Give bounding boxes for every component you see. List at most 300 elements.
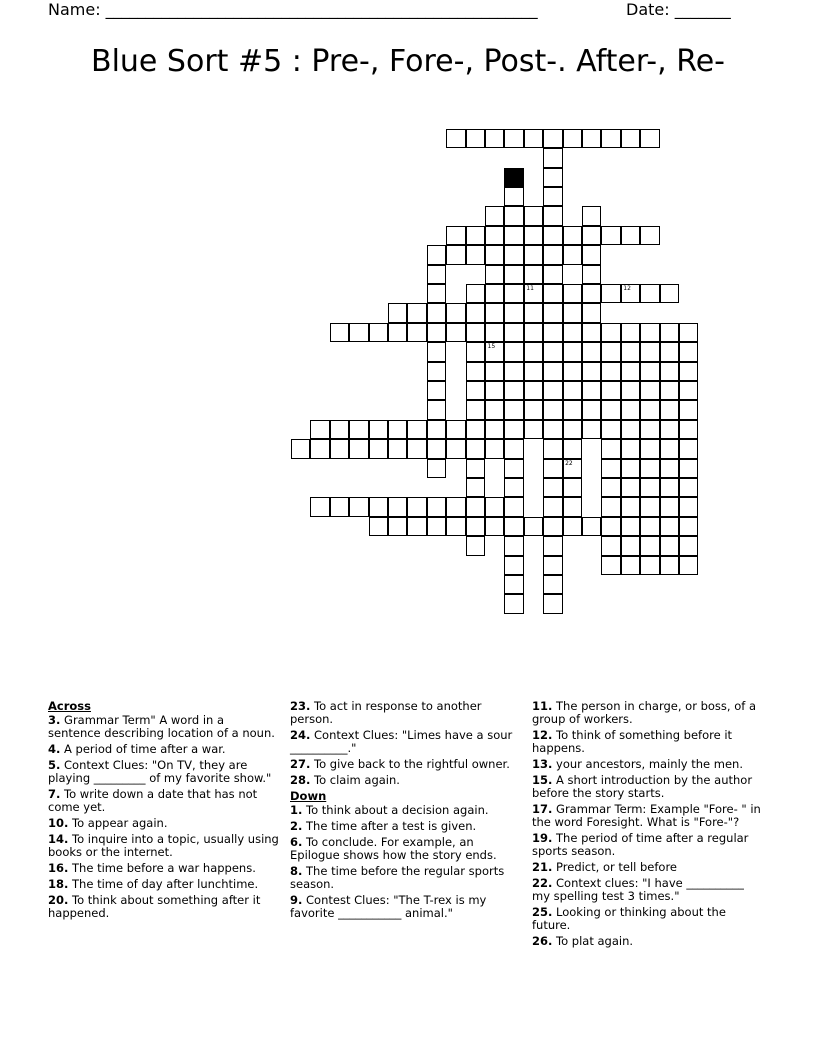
crossword-cell[interactable] xyxy=(543,575,562,594)
crossword-cell[interactable] xyxy=(369,439,388,458)
crossword-cell[interactable] xyxy=(349,497,368,516)
crossword-cell[interactable] xyxy=(563,303,582,322)
crossword-cell[interactable] xyxy=(563,245,582,264)
crossword-cell[interactable] xyxy=(466,400,485,419)
clues-column-3 xyxy=(532,700,764,951)
crossword-cell[interactable] xyxy=(679,517,698,536)
crossword-cell[interactable] xyxy=(524,265,543,284)
crossword-cell[interactable] xyxy=(660,459,679,478)
crossword-cell[interactable] xyxy=(563,439,582,458)
crossword-cell[interactable] xyxy=(679,400,698,419)
crossword-cell[interactable] xyxy=(679,459,698,478)
crossword-cell[interactable] xyxy=(543,556,562,575)
clue-text: A period of time after a war. xyxy=(60,742,226,756)
page-title: Blue Sort #5 : Pre-, Fore-, Post-. After-, Re- xyxy=(91,44,725,79)
crossword-cell[interactable] xyxy=(543,129,562,148)
crossword-cell[interactable] xyxy=(330,439,349,458)
crossword-cell[interactable] xyxy=(582,517,601,536)
crossword-cell[interactable] xyxy=(524,400,543,419)
crossword-cell[interactable] xyxy=(601,342,620,361)
crossword-cell[interactable] xyxy=(349,439,368,458)
crossword-cell[interactable] xyxy=(446,420,465,439)
crossword-cell[interactable] xyxy=(466,226,485,245)
clue-item xyxy=(290,804,522,817)
crossword-cell[interactable] xyxy=(543,497,562,516)
clue-text: To think about a decision again. xyxy=(302,803,489,817)
crossword-cell[interactable] xyxy=(504,517,523,536)
crossword-cell[interactable] xyxy=(543,245,562,264)
crossword-cell[interactable] xyxy=(524,342,543,361)
crossword-cell[interactable] xyxy=(504,594,523,613)
crossword-cell[interactable] xyxy=(504,284,523,303)
clue-number: 15 xyxy=(487,343,496,351)
crossword-cell[interactable] xyxy=(640,342,659,361)
clue-item xyxy=(48,878,280,891)
crossword-cell[interactable] xyxy=(601,129,620,148)
crossword-cell[interactable] xyxy=(660,439,679,458)
crossword-cell[interactable] xyxy=(621,459,640,478)
crossword-cell[interactable] xyxy=(388,323,407,342)
crossword-cell[interactable] xyxy=(679,362,698,381)
crossword-cell[interactable] xyxy=(543,536,562,555)
crossword-cell[interactable] xyxy=(504,381,523,400)
crossword-cell[interactable] xyxy=(601,517,620,536)
clue-number-label: 17. xyxy=(532,802,553,816)
crossword-cell[interactable] xyxy=(543,226,562,245)
crossword-cell[interactable] xyxy=(543,284,562,303)
crossword-cell[interactable] xyxy=(427,303,446,322)
clue-number-label: 8. xyxy=(290,864,303,878)
crossword-cell[interactable] xyxy=(621,129,640,148)
crossword-cell[interactable] xyxy=(621,556,640,575)
crossword-cell[interactable] xyxy=(330,497,349,516)
crossword-cell[interactable] xyxy=(543,342,562,361)
crossword-cell[interactable] xyxy=(582,265,601,284)
clue-item xyxy=(48,788,280,814)
crossword-cell[interactable] xyxy=(621,284,640,303)
crossword-cell[interactable] xyxy=(369,517,388,536)
crossword-cell[interactable] xyxy=(427,362,446,381)
clue-item xyxy=(290,729,522,755)
crossword-cell[interactable] xyxy=(543,323,562,342)
crossword-cell[interactable] xyxy=(563,362,582,381)
crossword-cell[interactable] xyxy=(427,497,446,516)
crossword-cell[interactable] xyxy=(601,459,620,478)
crossword-cell[interactable] xyxy=(660,323,679,342)
crossword-cell[interactable] xyxy=(660,381,679,400)
crossword-cell[interactable] xyxy=(582,400,601,419)
crossword-cell[interactable] xyxy=(679,536,698,555)
crossword-cell[interactable] xyxy=(466,420,485,439)
crossword-cell[interactable] xyxy=(543,206,562,225)
crossword-cell[interactable] xyxy=(310,420,329,439)
crossword-cell[interactable] xyxy=(485,303,504,322)
crossword-cell[interactable] xyxy=(543,187,562,206)
crossword-cell[interactable] xyxy=(601,400,620,419)
crossword-cell[interactable] xyxy=(485,381,504,400)
crossword-cell[interactable] xyxy=(621,536,640,555)
clue-text: The time before the regular sports season. xyxy=(290,864,505,891)
crossword-cell[interactable] xyxy=(543,400,562,419)
crossword-cell[interactable] xyxy=(524,284,543,303)
crossword-cell[interactable] xyxy=(485,517,504,536)
crossword-cell[interactable] xyxy=(407,420,426,439)
crossword-cell[interactable] xyxy=(466,381,485,400)
crossword-cell[interactable] xyxy=(524,362,543,381)
crossword-cell[interactable] xyxy=(427,245,446,264)
crossword-cell[interactable] xyxy=(660,284,679,303)
clue-item xyxy=(48,817,280,830)
crossword-cell[interactable] xyxy=(485,497,504,516)
crossword-cell[interactable] xyxy=(601,362,620,381)
crossword-cell[interactable] xyxy=(563,420,582,439)
crossword-cell[interactable] xyxy=(621,226,640,245)
clue-number-label: 13. xyxy=(532,757,553,771)
crossword-cell[interactable] xyxy=(310,439,329,458)
crossword-cell[interactable] xyxy=(543,265,562,284)
clue-text: Looking or thinking about the future. xyxy=(532,905,726,932)
crossword-cell[interactable] xyxy=(504,342,523,361)
date-field[interactable]: Date: _______ xyxy=(626,0,731,19)
crossword-cell[interactable] xyxy=(640,497,659,516)
crossword-cell[interactable] xyxy=(446,129,465,148)
crossword-cell[interactable] xyxy=(427,323,446,342)
crossword-cell[interactable] xyxy=(427,459,446,478)
crossword-cell[interactable] xyxy=(543,303,562,322)
crossword-cell[interactable] xyxy=(504,206,523,225)
crossword-cell[interactable] xyxy=(582,420,601,439)
crossword-cell[interactable] xyxy=(601,381,620,400)
crossword-cell[interactable] xyxy=(485,439,504,458)
crossword-cell[interactable] xyxy=(466,517,485,536)
crossword-cell[interactable] xyxy=(369,323,388,342)
crossword-cell[interactable] xyxy=(563,284,582,303)
clue-text: Context Clues: "Limes have a sour __________." xyxy=(290,728,513,755)
crossword-cell[interactable] xyxy=(640,226,659,245)
crossword-cell[interactable] xyxy=(466,323,485,342)
crossword-cell[interactable] xyxy=(446,517,465,536)
crossword-cell[interactable] xyxy=(524,129,543,148)
crossword-cell[interactable] xyxy=(640,362,659,381)
crossword-cell[interactable] xyxy=(582,342,601,361)
crossword-cell[interactable] xyxy=(582,362,601,381)
crossword-cell[interactable] xyxy=(446,303,465,322)
clue-number-label: 12. xyxy=(532,728,553,742)
crossword-cell[interactable] xyxy=(621,381,640,400)
crossword-cell[interactable] xyxy=(485,323,504,342)
crossword-cell[interactable] xyxy=(640,381,659,400)
crossword-cell[interactable] xyxy=(640,439,659,458)
crossword-cell[interactable] xyxy=(660,556,679,575)
clue-text: To conclude. For example, an Epilogue shows how the story ends. xyxy=(290,835,497,862)
clue-text: The time before a war happens. xyxy=(68,861,256,875)
crossword-cell[interactable] xyxy=(485,362,504,381)
crossword-cell[interactable] xyxy=(543,168,562,187)
crossword-cell[interactable] xyxy=(621,497,640,516)
crossword-cell[interactable] xyxy=(388,439,407,458)
clue-item xyxy=(290,836,522,862)
clue-number-label: 19. xyxy=(532,831,553,845)
crossword-cell[interactable] xyxy=(601,420,620,439)
crossword-cell[interactable] xyxy=(582,323,601,342)
clue-text: To think about something after it happened. xyxy=(48,893,261,920)
crossword-cell[interactable] xyxy=(660,400,679,419)
crossword-cell[interactable] xyxy=(660,362,679,381)
crossword-cell[interactable] xyxy=(485,206,504,225)
crossword-cell[interactable] xyxy=(466,342,485,361)
crossword-cell[interactable] xyxy=(427,284,446,303)
crossword-cell[interactable] xyxy=(679,342,698,361)
clue-text: The time of day after lunchtime. xyxy=(68,877,259,891)
clue-number-label: 5. xyxy=(48,758,61,772)
crossword-cell[interactable] xyxy=(446,439,465,458)
crossword-cell[interactable] xyxy=(388,303,407,322)
crossword-cell[interactable] xyxy=(679,420,698,439)
crossword-cell[interactable] xyxy=(427,439,446,458)
crossword-cell[interactable] xyxy=(466,478,485,497)
crossword-cell[interactable] xyxy=(543,420,562,439)
crossword-cell[interactable] xyxy=(660,478,679,497)
crossword-cell[interactable] xyxy=(621,400,640,419)
crossword-cell[interactable] xyxy=(601,478,620,497)
crossword-cell[interactable] xyxy=(485,284,504,303)
crossword-cell[interactable] xyxy=(563,226,582,245)
crossword-cell[interactable] xyxy=(504,478,523,497)
crossword-cell[interactable] xyxy=(640,459,659,478)
crossword-cell[interactable] xyxy=(601,226,620,245)
clue-number: 22 xyxy=(565,459,573,467)
crossword-cell[interactable] xyxy=(660,517,679,536)
crossword-cell[interactable] xyxy=(640,129,659,148)
crossword-cell[interactable] xyxy=(466,497,485,516)
crossword-cell[interactable] xyxy=(369,420,388,439)
crossword-cell[interactable] xyxy=(660,420,679,439)
clue-number-label: 18. xyxy=(48,877,69,891)
clue-item xyxy=(532,803,764,829)
crossword-cell[interactable] xyxy=(679,381,698,400)
crossword-cell[interactable] xyxy=(504,420,523,439)
crossword-cell[interactable] xyxy=(563,400,582,419)
crossword-cell[interactable] xyxy=(504,575,523,594)
crossword-cell[interactable] xyxy=(601,439,620,458)
crossword-cell[interactable] xyxy=(543,517,562,536)
crossword-cell[interactable] xyxy=(524,517,543,536)
crossword-cell[interactable] xyxy=(563,459,582,478)
crossword-cell[interactable] xyxy=(349,323,368,342)
crossword-cell[interactable] xyxy=(388,420,407,439)
crossword-cell[interactable] xyxy=(563,323,582,342)
crossword-cell[interactable] xyxy=(640,400,659,419)
crossword-cell[interactable] xyxy=(640,517,659,536)
crossword-cell[interactable] xyxy=(504,439,523,458)
crossword-cell[interactable] xyxy=(621,420,640,439)
clue-number-label: 1. xyxy=(290,803,303,817)
clue-number-label: 24. xyxy=(290,728,311,742)
crossword-cell[interactable] xyxy=(640,284,659,303)
crossword-cell[interactable] xyxy=(466,439,485,458)
crossword-cell[interactable] xyxy=(504,400,523,419)
crossword-cell[interactable] xyxy=(466,129,485,148)
clue-number-label: 20. xyxy=(48,893,69,907)
crossword-cell[interactable] xyxy=(640,556,659,575)
crossword-cell[interactable] xyxy=(621,478,640,497)
crossword-cell[interactable] xyxy=(291,439,310,458)
crossword-cell[interactable] xyxy=(563,342,582,361)
crossword-cell[interactable] xyxy=(524,381,543,400)
crossword-cell[interactable] xyxy=(582,206,601,225)
crossword-cell[interactable] xyxy=(660,536,679,555)
crossword-cell[interactable] xyxy=(427,420,446,439)
crossword-cell[interactable] xyxy=(466,536,485,555)
crossword-cell[interactable] xyxy=(621,342,640,361)
crossword-cell[interactable] xyxy=(504,362,523,381)
crossword-cell[interactable] xyxy=(582,284,601,303)
crossword-cell[interactable] xyxy=(640,420,659,439)
crossword-cell[interactable] xyxy=(563,497,582,516)
crossword-cell[interactable] xyxy=(679,497,698,516)
crossword-cell[interactable] xyxy=(621,439,640,458)
crossword-cell[interactable] xyxy=(485,342,504,361)
crossword-cell[interactable] xyxy=(504,303,523,322)
crossword-cell[interactable] xyxy=(543,362,562,381)
crossword-cell[interactable] xyxy=(582,245,601,264)
crossword-cell[interactable] xyxy=(660,497,679,516)
crossword-cell[interactable] xyxy=(621,517,640,536)
crossword-cell[interactable] xyxy=(504,497,523,516)
clue-item xyxy=(48,743,280,756)
crossword-cell[interactable] xyxy=(427,517,446,536)
clue-item xyxy=(290,894,522,920)
clue-item xyxy=(532,861,764,874)
clue-item xyxy=(290,700,522,726)
crossword-cell[interactable] xyxy=(563,517,582,536)
crossword-cell[interactable] xyxy=(427,342,446,361)
crossword-cell[interactable] xyxy=(427,265,446,284)
crossword-cell[interactable] xyxy=(582,303,601,322)
crossword-cell[interactable] xyxy=(388,497,407,516)
clue-item xyxy=(532,758,764,771)
crossword-cell[interactable] xyxy=(543,381,562,400)
crossword-cell[interactable] xyxy=(485,129,504,148)
crossword-cell[interactable] xyxy=(427,381,446,400)
crossword-cell[interactable] xyxy=(349,420,368,439)
crossword-cell[interactable] xyxy=(524,420,543,439)
crossword-cell[interactable] xyxy=(485,226,504,245)
crossword-cell[interactable] xyxy=(543,478,562,497)
crossword-cell[interactable] xyxy=(640,478,659,497)
crossword-cell[interactable] xyxy=(601,556,620,575)
crossword-cell[interactable] xyxy=(582,129,601,148)
crossword-cell[interactable] xyxy=(563,478,582,497)
crossword-cell[interactable] xyxy=(601,497,620,516)
crossword-cell[interactable] xyxy=(466,284,485,303)
clue-item xyxy=(48,714,280,740)
crossword-cell[interactable] xyxy=(543,594,562,613)
crossword-cell[interactable] xyxy=(485,400,504,419)
crossword-cell[interactable] xyxy=(446,323,465,342)
crossword-cell[interactable] xyxy=(485,420,504,439)
crossword-cell[interactable] xyxy=(446,226,465,245)
crossword-cell[interactable] xyxy=(369,497,388,516)
crossword-cell[interactable] xyxy=(679,556,698,575)
crossword-cell[interactable] xyxy=(679,439,698,458)
crossword-cell[interactable] xyxy=(543,439,562,458)
across-clue-list-continued xyxy=(290,700,522,787)
crossword-cell[interactable] xyxy=(504,245,523,264)
crossword-cell[interactable] xyxy=(601,536,620,555)
crossword-cell[interactable] xyxy=(504,556,523,575)
crossword-cell[interactable] xyxy=(330,323,349,342)
crossword-cell[interactable] xyxy=(582,381,601,400)
crossword-cell[interactable] xyxy=(543,148,562,167)
crossword-cell[interactable] xyxy=(524,323,543,342)
crossword-cell[interactable] xyxy=(466,303,485,322)
crossword-cell[interactable] xyxy=(330,420,349,439)
crossword-cell[interactable] xyxy=(407,439,426,458)
crossword-cell[interactable] xyxy=(504,187,523,206)
crossword-cell[interactable] xyxy=(504,265,523,284)
crossword-cell[interactable] xyxy=(640,536,659,555)
crossword-cell[interactable] xyxy=(446,497,465,516)
clue-number-label: 27. xyxy=(290,757,311,771)
crossword-cell[interactable] xyxy=(660,342,679,361)
crossword-cell[interactable] xyxy=(504,323,523,342)
crossword-cell[interactable] xyxy=(427,400,446,419)
crossword-cell[interactable] xyxy=(601,284,620,303)
clue-item xyxy=(290,865,522,891)
crossword-cell[interactable] xyxy=(446,245,465,264)
crossword-cell[interactable] xyxy=(601,323,620,342)
crossword-cell[interactable] xyxy=(582,226,601,245)
clue-text: Context Clues: "On TV, they are playing _________ of my favorite show." xyxy=(48,758,272,785)
crossword-cell[interactable] xyxy=(563,129,582,148)
crossword-cell[interactable] xyxy=(407,303,426,322)
clue-number-label: 21. xyxy=(532,860,553,874)
crossword-cell[interactable] xyxy=(524,206,543,225)
crossword-cell[interactable] xyxy=(524,303,543,322)
crossword-cell[interactable] xyxy=(563,381,582,400)
clue-text: The time after a test is given. xyxy=(302,819,477,833)
crossword-cell[interactable] xyxy=(504,226,523,245)
clue-number-label: 23. xyxy=(290,699,311,713)
crossword-cell[interactable] xyxy=(466,245,485,264)
crossword-cell[interactable] xyxy=(466,362,485,381)
crossword-cell[interactable] xyxy=(679,323,698,342)
clue-text: To claim again. xyxy=(310,773,400,787)
crossword-cell[interactable] xyxy=(466,459,485,478)
crossword-cell[interactable] xyxy=(621,362,640,381)
crossword-cell[interactable] xyxy=(485,245,504,264)
crossword-cell[interactable] xyxy=(679,478,698,497)
crossword-cell[interactable] xyxy=(504,536,523,555)
crossword-cell[interactable] xyxy=(621,323,640,342)
clue-number-label: 16. xyxy=(48,861,69,875)
crossword-cell[interactable] xyxy=(504,459,523,478)
clue-number-label: 2. xyxy=(290,819,303,833)
crossword-cell[interactable] xyxy=(543,459,562,478)
crossword-cell[interactable] xyxy=(310,497,329,516)
crossword-cell[interactable] xyxy=(504,129,523,148)
crossword-cell[interactable] xyxy=(407,497,426,516)
crossword-cell[interactable] xyxy=(388,517,407,536)
crossword-cell[interactable] xyxy=(407,517,426,536)
crossword-cell[interactable] xyxy=(640,323,659,342)
crossword-cell[interactable] xyxy=(407,323,426,342)
name-field[interactable]: Name: ______________________________________________________ xyxy=(48,0,538,19)
crossword-cell[interactable] xyxy=(524,245,543,264)
crossword-cell[interactable] xyxy=(485,265,504,284)
crossword-cell[interactable] xyxy=(524,226,543,245)
